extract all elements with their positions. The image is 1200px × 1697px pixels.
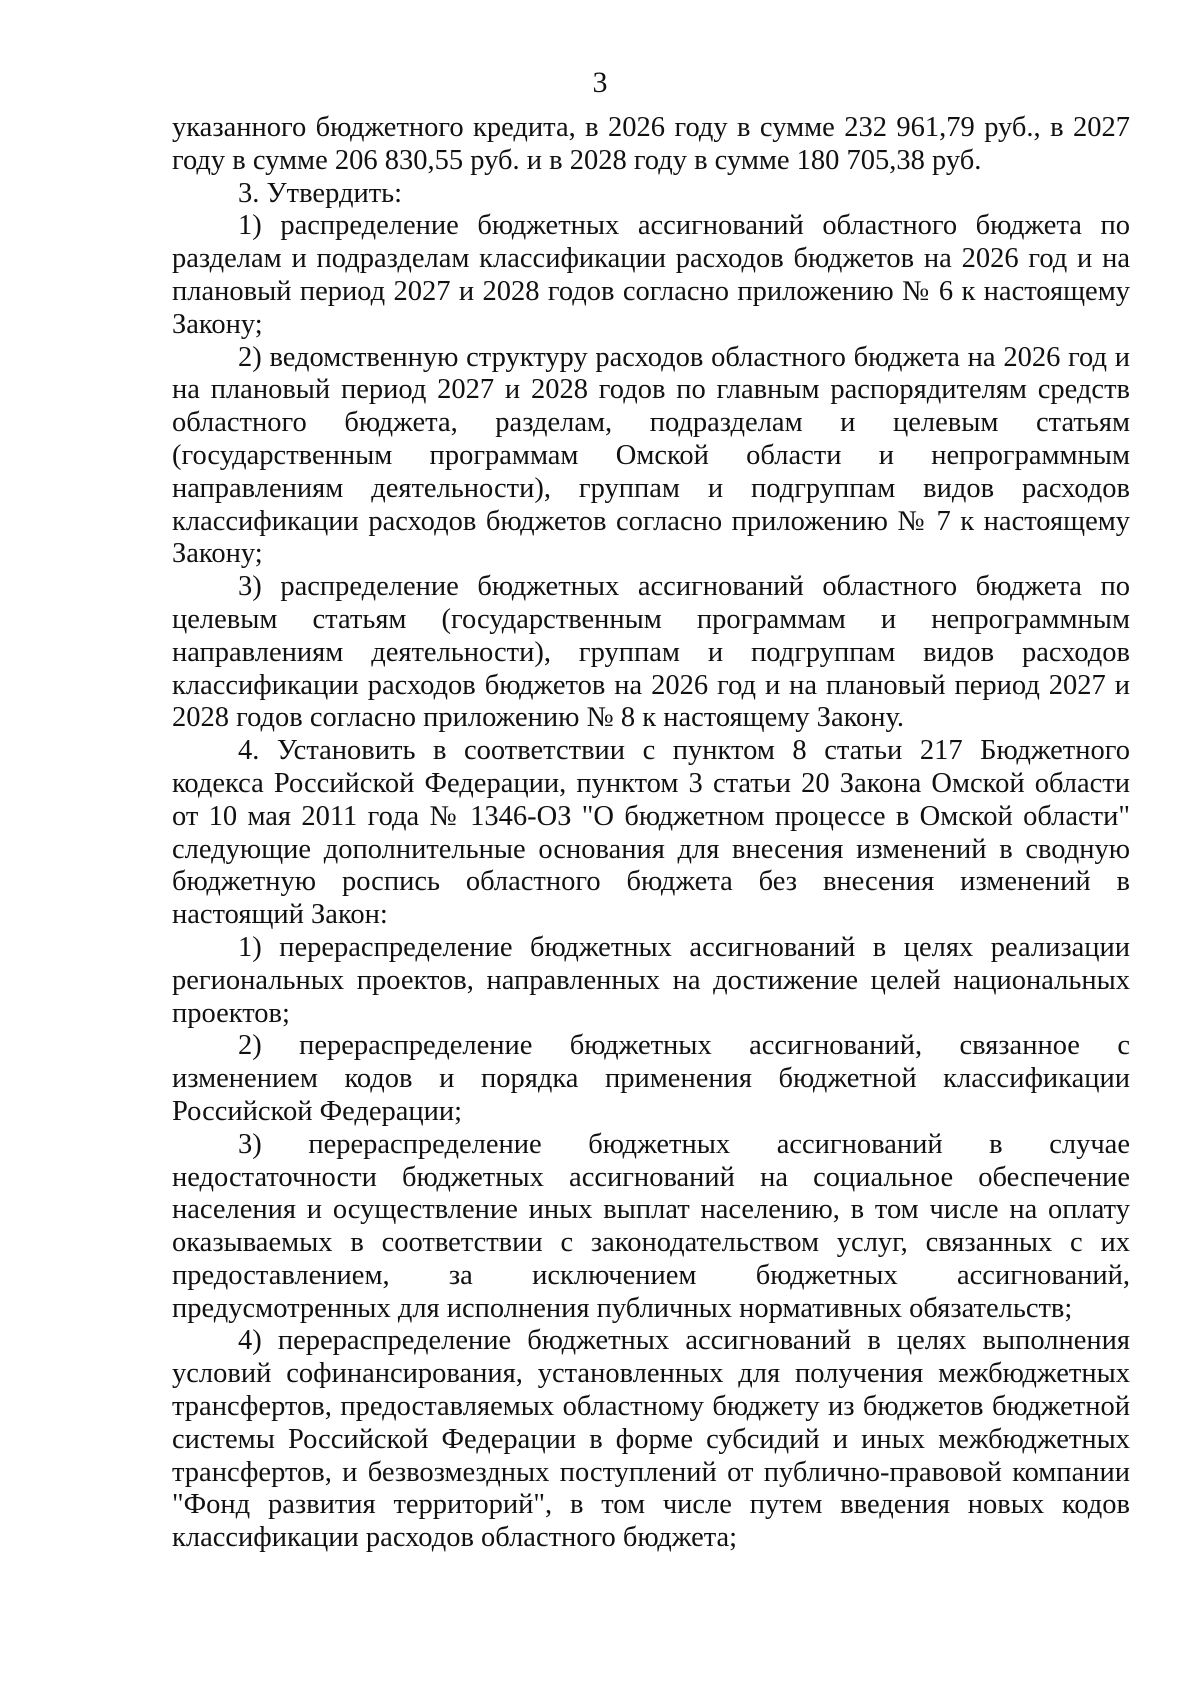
page-number: 3	[592, 66, 608, 99]
paragraph-item-3-2: 2) ведомственную структуру расходов областного бюджета на 2026 год и на плановый период 2027 и 2028 годов по главным распорядителям средств областного бюджета, разделам, подразделам и целевым статьям (государственным программам Омской области и непрограммным направлениям деятельности), группам и подгруппам видов расходов классификации расходов бюджетов согласно приложению № 7 к настоящему Закону;	[172, 341, 1130, 570]
paragraph-item-4-4: 4) перераспределение бюджетных ассигнований в целях выполнения условий софинансирования, установленных для получения межбюджетных трансфертов, предоставляемых областному бюджету из бюджетов бюджетной системы Российской Федерации в форме субсидий и иных межбюджетных трансфертов, и безвозмездных поступлений от публично-правовой компании "Фонд развития территорий", в том числе путем введения новых кодов классификации расходов областного бюджета;	[172, 1325, 1130, 1554]
paragraph-item-3: 3. Утвердить:	[238, 177, 403, 209]
document-body	[172, 112, 1130, 1555]
paragraph-item-4-1: 1) перераспределение бюджетных ассигнований в целях реализации региональных проектов, направленных на достижение целей национальных проектов;	[172, 931, 1130, 1029]
paragraph-item-3-1: 1) распределение бюджетных ассигнований областного бюджета по разделам и подразделам классификации расходов бюджетов на 2026 год и на плановый период 2027 и 2028 годов согласно приложению № 6 к настоящему Закону;	[172, 210, 1130, 340]
paragraph-item-4-2: 2) перераспределение бюджетных ассигнований, связанное с изменением кодов и порядка применения бюджетной классификации Российской Федерации;	[172, 1030, 1130, 1127]
paragraph-item-3-3: 3) распределение бюджетных ассигнований областного бюджета по целевым статьям (государственным программам и непрограммным направлениям деятельности), группам и подгруппам видов расходов классификации расходов бюджетов на 2026 год и на плановый период 2027 и 2028 годов согласно приложению № 8 к настоящему Закону.	[172, 571, 1130, 734]
paragraph-item-4-3: 3) перераспределение бюджетных ассигнований в случае недостаточности бюджетных ассигнований на социальное обеспечение населения и осуществление иных выплат населению, в том числе на оплату оказываемых в соответствии с законодательством услуг, связанных с их предоставлением, за исключением бюджетных ассигнований, предусмотренных для исполнения публичных нормативных обязательств;	[172, 1128, 1130, 1324]
paragraph-item-4: 4. Установить в соответствии с пунктом 8 статьи 217 Бюджетного кодекса Российской Федерации, пунктом 3 статьи 20 Закона Омской области от 10 мая 2011 года № 1346-ОЗ "О бюджетном процессе в Омской области" следующие дополнительные основания для внесения изменений в сводную бюджетную роспись областного бюджета без внесения изменений в настоящий Закон:	[172, 735, 1130, 931]
paragraph-continuation: указанного бюджетного кредита, в 2026 году в сумме 232 961,79 руб., в 2027 году в сумме 206 830,55 руб. и в 2028 году в сумме 180 705,38 руб.	[172, 112, 1130, 176]
